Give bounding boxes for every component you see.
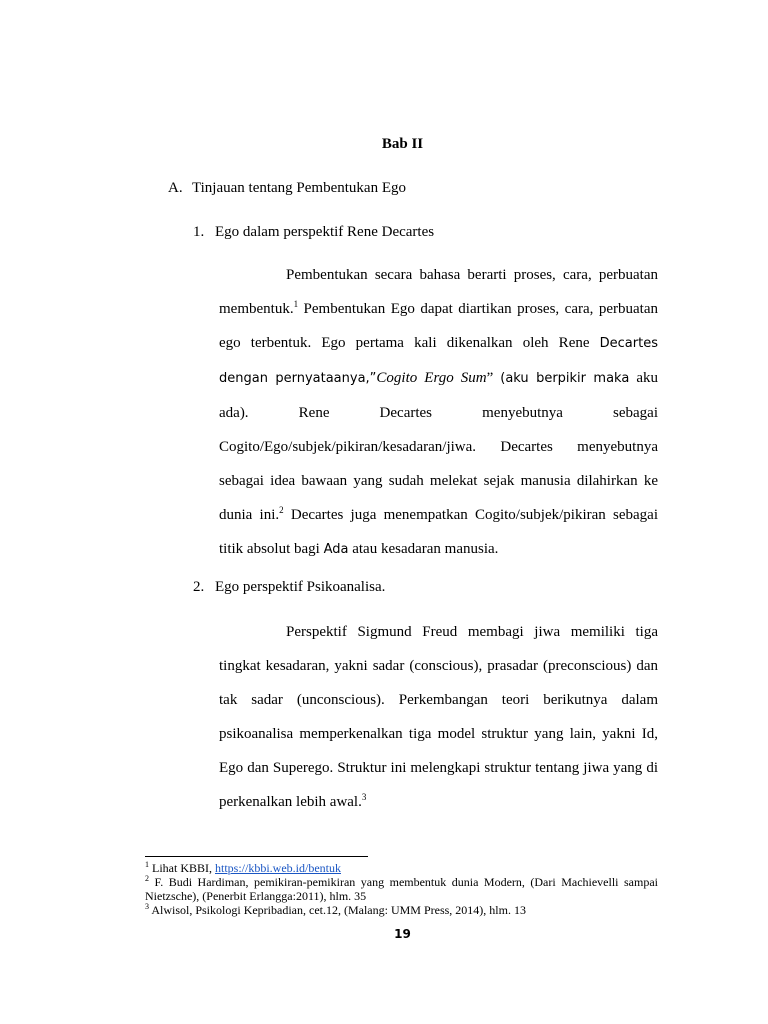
subsection-heading-2 (193, 579, 385, 596)
paragraph-text: (aku berpikir maka (500, 371, 630, 386)
paragraph-text: Ada (323, 542, 349, 557)
section-number: A. (168, 180, 183, 196)
footnotes (145, 861, 658, 917)
footnote-ref-1: 1 (293, 299, 299, 309)
paragraph-text: Decartes juga menempatkan Cogito/subjek/pikiran sebagai titik absolut bagi (219, 507, 658, 557)
subsection-heading-1 (193, 224, 434, 241)
footnote-ref-2: 2 (279, 505, 284, 515)
subsection-title: Ego dalam perspektif Rene Decartes (215, 224, 435, 240)
footnote-2 (145, 875, 658, 903)
footnote-text: Alwisol, Psikologi Kepribadian, cet.12, (Malang: UMM Press, 2014), hlm. 13 (149, 903, 526, 917)
paragraph-text: ” (486, 370, 501, 386)
footnote-text: Lihat KBBI, (149, 861, 215, 875)
paragraph-text: Perspektif Sigmund Freud membagi jiwa memiliki tiga tingkat kesadaran, yakni sadar (conscious), prasadar (preconscious) dan tak sadar (unconscious). Perkembangan teori berikutnya dalam psikoanalisa memperkenalkan tiga model struktur yang lain, yakni Id, Ego dan Superego. Struktur ini melengkapi struktur tentang jiwa yang di perkenalkan lebih awal. (219, 624, 658, 810)
paragraph-text: Pembentukan secara bahasa berarti proses, cara, perbuatan membentuk. (219, 267, 658, 317)
paragraph-text: aku ada). Rene Decartes menyebutnya sebagai Cogito/Ego/subjek/pikiran/kesadaran/jiwa. Decartes menyebutnya sebagai idea bawaan yang sudah melekat sejak manusia dilahirkan ke dunia ini. (219, 370, 658, 523)
paragraph-psikoanalisa (219, 615, 658, 819)
paragraph-text: Decartes dengan pernyataanya,” (219, 336, 658, 386)
footnote-mark: 2 (145, 874, 149, 883)
paragraph-text: atau kesadaran manusia. (348, 541, 499, 557)
chapter-title: Bab II (381, 136, 424, 152)
footnote-mark: 3 (145, 902, 149, 911)
footnote-1 (145, 861, 658, 875)
footnote-3 (145, 903, 658, 917)
paragraph-decartes (219, 258, 658, 567)
page-number: 19 (394, 927, 411, 941)
cogito-ergo-sum-italic: Cogito Ergo Sum (376, 370, 487, 386)
footnote-ref-3: 3 (361, 792, 367, 802)
subsection-number: 2. (193, 579, 205, 595)
footnote-separator (145, 856, 368, 857)
footnote-text: F. Budi Hardiman, pemikiran-pemikiran yang membentuk dunia Modern, (Dari Machievelli sampai Nietzsche), (Penerbit Erlangga:2011), hlm. 35 (145, 875, 658, 903)
footnote-mark: 1 (145, 860, 149, 869)
subsection-title: Ego perspektif Psikoanalisa. (215, 579, 386, 595)
paragraph-text: Pembentukan Ego dapat diartikan proses, cara, perbuatan ego terbentuk. Ego pertama kali dikenalkan oleh Rene (219, 301, 658, 351)
subsection-number: 1. (193, 224, 205, 240)
section-heading-a (168, 180, 406, 197)
kbbi-link[interactable]: https://kbbi.web.id/bentuk (215, 861, 341, 875)
section-title: Tinjauan tentang Pembentukan Ego (192, 180, 406, 196)
